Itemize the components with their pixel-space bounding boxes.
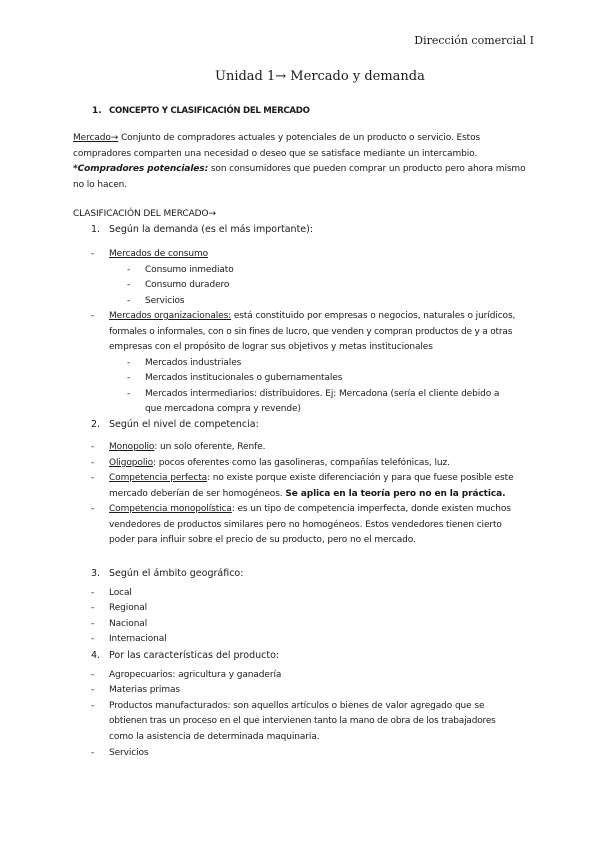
geo-item-1: Local	[109, 588, 132, 598]
bullet-dash: -	[91, 685, 95, 695]
product-item-3a: Productos manufacturados: son aquellos artículos o bienes de valor agregado que se	[109, 701, 485, 711]
bullet-dash: -	[127, 373, 131, 383]
intro-line-3: *Compradores potenciales: son consumidores que pueden comprar un producto pero ahora mismo	[73, 164, 526, 174]
organizacionales-sub-3b: que mercadona compra y revende)	[145, 404, 301, 414]
intro-line-1: Mercado→ Conjunto de compradores actuales y potenciales de un producto o servicio. Estos	[73, 133, 481, 143]
section-number: 1.	[92, 106, 102, 116]
group-1-heading: Según la demanda (es el más importante):	[109, 224, 314, 235]
product-item-1: Agropecuarios: agricultura y ganadería	[109, 670, 282, 680]
monopolistica-line-3: poder para influir sobre el precio de su producto, pero no el mercado.	[109, 535, 416, 545]
bullet-dash: -	[91, 748, 95, 758]
group-4-heading: Por las características del producto:	[109, 650, 280, 661]
page-title: Unidad 1→ Mercado y demanda	[215, 69, 425, 84]
group-2-heading: Según el nivel de competencia:	[109, 419, 259, 430]
organizacionales-line-2: formales o informales, con o sin fines de lucro, que venden y compran productos de y a otras	[109, 327, 513, 337]
bullet-dash: -	[91, 670, 95, 680]
consumo-label: Mercados de consumo	[109, 249, 209, 259]
bullet-dash: -	[91, 588, 95, 598]
organizacionales-line-3: empresas con el propósito de lograr sus objetivos y metas institucionales	[109, 342, 433, 352]
geo-item-4: Internacional	[109, 634, 167, 644]
classification-title: CLASIFICACIÓN DEL MERCADO→	[73, 209, 216, 219]
geo-item-3: Nacional	[109, 619, 148, 629]
organizacionales-sub-1: Mercados industriales	[145, 358, 242, 368]
bullet-dash: -	[91, 442, 95, 452]
oligopolio-label: Oligopolio	[109, 458, 154, 468]
bullet-dash: -	[91, 603, 95, 613]
bullet-dash: -	[91, 504, 95, 514]
perfecta-line-2: mercado deberían de ser homogéneos. Se aplica en la teoría pero no en la práctica.	[109, 489, 506, 499]
intro-line-2: compradores comparten una necesidad o deseo que se satisface mediante un intercambio.	[73, 149, 478, 159]
bullet-dash: -	[91, 634, 95, 644]
monopolistica-label: Competencia monopolística	[109, 504, 232, 514]
consumo-sub-3: Servicios	[145, 296, 185, 306]
consumo-sub-2: Consumo duradero	[145, 280, 230, 290]
organizacionales-sub-3a: Mercados intermediarios: distribuidores. Ej: Mercadona (sería el cliente debido a	[145, 389, 500, 399]
bullet-dash: -	[127, 265, 131, 275]
oligopolio-item: Oligopolio: pocos oferentes como las gasolineras, compañías telefónicas, luz.	[109, 458, 450, 468]
organizacionales-line-1: Mercados organizacionales: está constituido por empresas o negocios, naturales o jurídicos,	[109, 311, 516, 321]
bullet-dash: -	[91, 473, 95, 483]
perfecta-label: Competencia perfecta	[109, 473, 208, 483]
product-item-2: Materias primas	[109, 685, 180, 695]
bullet-dash: -	[127, 296, 131, 306]
monopolistica-line-2: vendedores de productos similares pero no homogéneos. Estos vendedores tienen cierto	[109, 520, 502, 530]
perfecta-line-1: Competencia perfecta: no existe porque existe diferenciación y para que fuese posible este	[109, 473, 514, 483]
intro-line-4: no lo hacen.	[73, 180, 128, 190]
group-1-number: 1.	[91, 224, 101, 235]
mercado-term: Mercado→	[73, 133, 119, 143]
group-4-number: 4.	[91, 650, 101, 661]
perfecta-emphasis: Se aplica en la teoría pero no en la práctica.	[285, 489, 506, 499]
group-3-number: 3.	[91, 568, 101, 579]
monopolistica-line-1: Competencia monopolística: es un tipo de competencia imperfecta, donde existen muchos	[109, 504, 511, 514]
organizacionales-sub-2: Mercados institucionales o gubernamentales	[145, 373, 343, 383]
product-item-3b: obtienen tras un proceso en el que intervienen tanto la mano de obra de los trabajadores	[109, 716, 496, 726]
bullet-dash: -	[91, 249, 95, 259]
bullet-dash: -	[127, 280, 131, 290]
geo-item-2: Regional	[109, 603, 148, 613]
potential-buyers-term: *Compradores potenciales:	[73, 164, 209, 174]
bullet-dash: -	[91, 619, 95, 629]
group-2-number: 2.	[91, 419, 101, 430]
consumo-sub-1: Consumo inmediato	[145, 265, 234, 275]
bullet-dash: -	[127, 358, 131, 368]
bullet-dash: -	[91, 311, 95, 321]
bullet-dash: -	[91, 701, 95, 711]
organizacionales-label: Mercados organizacionales:	[109, 311, 232, 321]
section-heading: CONCEPTO Y CLASIFICACIÓN DEL MERCADO	[109, 106, 310, 116]
monopolio-item: Monopolio: un solo oferente, Renfe.	[109, 442, 266, 452]
monopolio-label: Monopolio	[109, 442, 155, 452]
product-item-3c: como la asistencia de determinada maquinaria.	[109, 732, 320, 742]
group-3-heading: Según el ámbito geográfico:	[109, 568, 244, 579]
bullet-dash: -	[127, 389, 131, 399]
bullet-dash: -	[91, 458, 95, 468]
running-header: Dirección comercial I	[414, 34, 534, 47]
product-item-4: Servicios	[109, 748, 149, 758]
